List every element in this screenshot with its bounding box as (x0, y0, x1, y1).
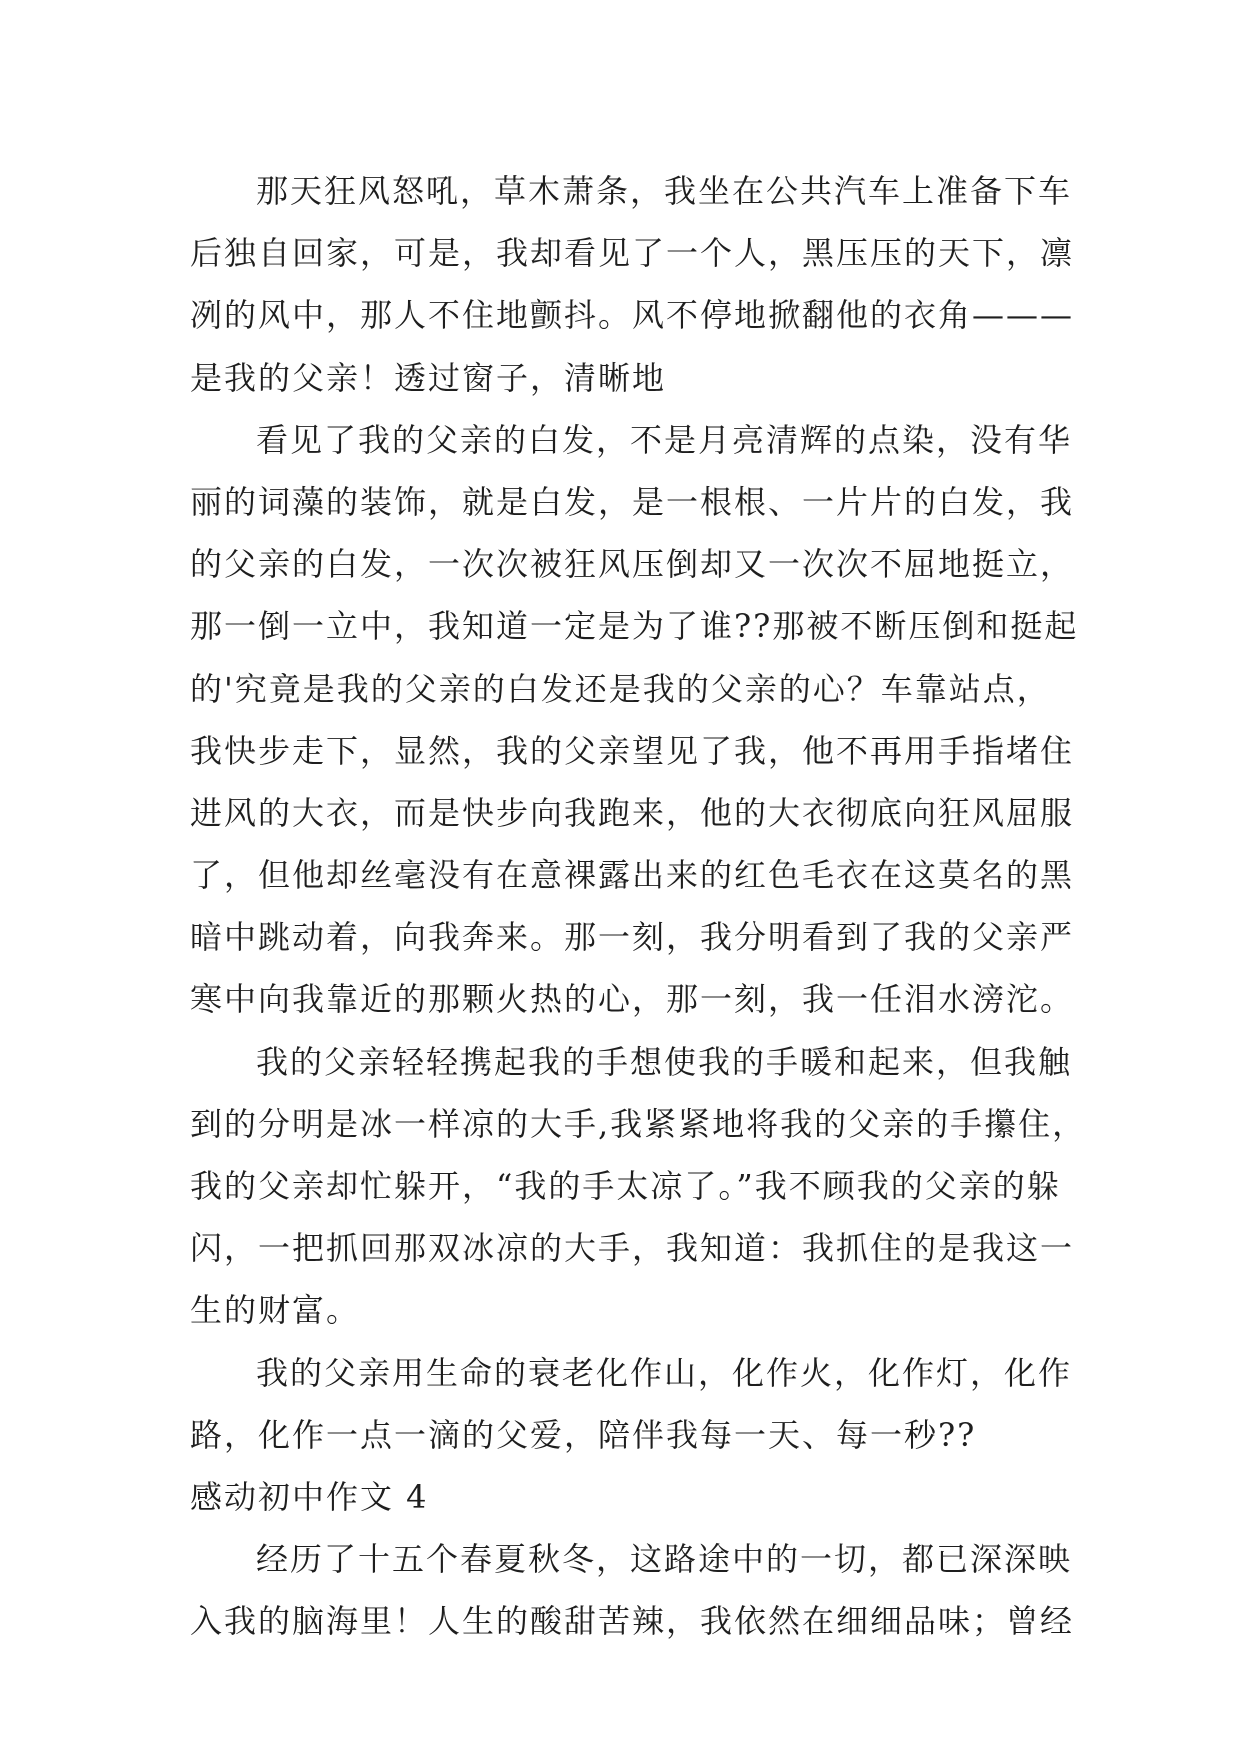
paragraph-first-line: 那天狂风怒吼，草木萧条，我坐在公共汽车上准备下车 (256, 172, 1073, 210)
text-line: 寒中向我靠近的那颗火热的心，那一刻，我一任泪水滂沱。 (190, 980, 1075, 1019)
text-line: 我快步走下，显然，我的父亲望见了我，他不再用手指堵住 (190, 731, 1075, 770)
text-line: 的'究竟是我的父亲的白发还是我的父亲的心？车靠站点， (190, 669, 1051, 708)
paragraph-first-line: 经历了十五个春夏秋冬，这路途中的一切，都已深深映 (256, 1540, 1073, 1579)
text-line: 进风的大衣，而是快步向我跑来，他的大衣彻底向狂风屈服 (190, 793, 1075, 832)
text-line: 是我的父亲！透过窗子，清晰地 (190, 358, 667, 397)
paragraph-first-line: 看见了我的父亲的白发，不是月亮清辉的点染，没有华 (256, 420, 1073, 459)
text-line: 路，化作一点一滴的父爱，陪伴我每一天、每一秒?? (190, 1415, 977, 1454)
text-line: 了，但他却丝毫没有在意裸露出来的红色毛衣在这莫名的黑 (190, 856, 1075, 895)
text-line: 入我的脑海里！人生的酸甜苦辣，我依然在细细品味；曾经 (190, 1602, 1075, 1641)
text-line: 生的财富。 (190, 1291, 361, 1330)
text-line: 感动初中作文 4 (190, 1477, 429, 1516)
text-line: 我的父亲却忙躲开，“我的手太凉了。”我不顾我的父亲的躲 (190, 1167, 1061, 1205)
paragraph-first-line: 我的父亲用生命的衰老化作山，化作火，化作灯，化作 (256, 1353, 1073, 1392)
text-line: 冽的风中，那人不住地颤抖。风不停地掀翻他的衣角——— (190, 296, 1075, 335)
text-line: 到的分明是冰一样凉的大手,我紧紧地将我的父亲的手攥住， (190, 1104, 1087, 1143)
text-line: 暗中跳动着，向我奔来。那一刻，我分明看到了我的父亲严 (190, 918, 1075, 957)
text-line: 那一倒一立中，我知道一定是为了谁??那被不断压倒和挺起 (190, 607, 1079, 646)
text-line: 闪，一把抓回那双冰凉的大手，我知道：我抓住的是我这一 (190, 1229, 1075, 1268)
paragraph-first-line: 我的父亲轻轻携起我的手想使我的手暖和起来，但我触 (256, 1042, 1073, 1081)
essay-body (190, 160, 1087, 1653)
text-line: 的父亲的白发，一次次被狂风压倒却又一次次不屈地挺立， (190, 545, 1075, 584)
text-line: 丽的词藻的装饰，就是白发，是一根根、一片片的白发，我 (190, 482, 1075, 521)
text-line: 后独自回家，可是，我却看见了一个人，黑压压的天下，凛 (190, 234, 1075, 273)
